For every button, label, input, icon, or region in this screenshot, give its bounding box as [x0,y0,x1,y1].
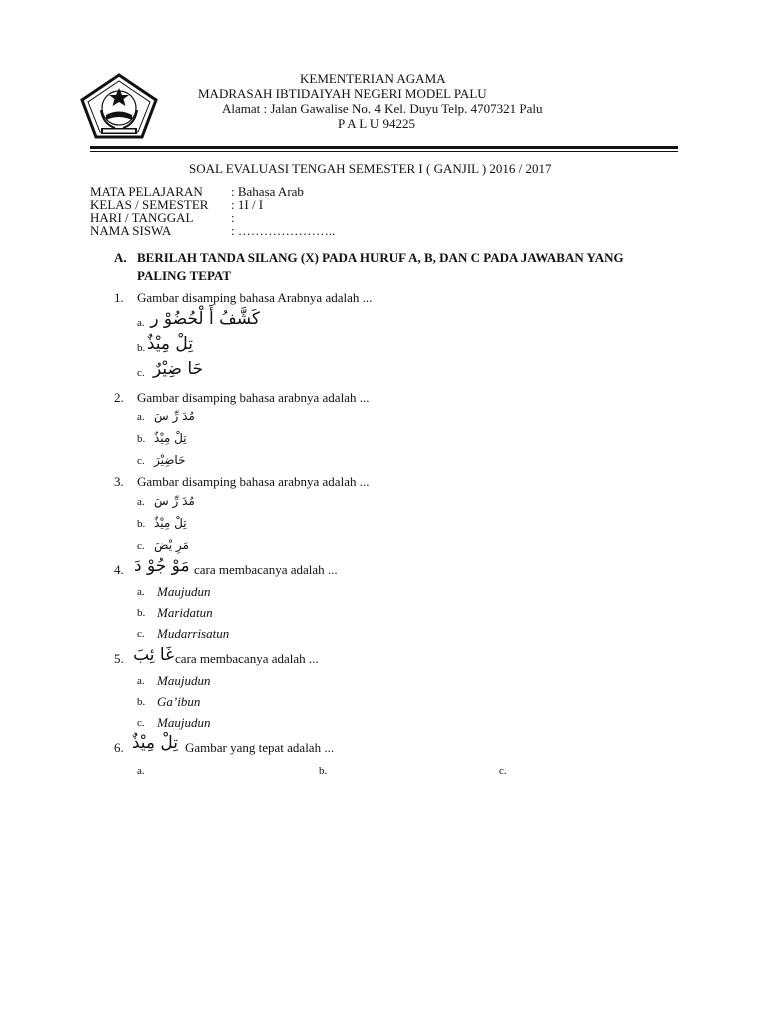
q3-option-a-letter: a. [137,496,145,508]
q2-option-a-arabic: مُدَ رِّ سَ [154,409,195,423]
q6-text: Gambar yang tepat adalah ... [185,740,335,755]
q6-option-a-letter: a. [137,765,145,777]
q1-option-a-arabic: كَشَّفُ أَ لْحُضُوْ ر [150,309,260,329]
q4-number: 4. [114,562,124,577]
q1-text: Gambar disamping bahasa Arabnya adalah ... [137,290,373,305]
q5-option-b-letter: b. [137,696,146,708]
info-value-class: : 1I / I [231,197,264,212]
q2-option-b-arabic: تِلْ مِيْذٌ [154,431,187,445]
q2-option-a-letter: a. [137,411,145,423]
q1-option-b-arabic: تِلْ مِيْذٌ [146,334,193,354]
q6-option-b-letter: b. [319,765,328,777]
q1-option-a-letter: a. [137,317,145,329]
q2-number: 2. [114,390,124,405]
q4-arabic-word: مَوْ جُوْ دَ [134,556,190,576]
q5-option-a-letter: a. [137,675,145,687]
q5-option-c-text: Maujudun [157,715,211,730]
q4-option-b-letter: b. [137,607,146,619]
section-marker: A. [114,250,127,265]
kementerian-agama-emblem-icon [79,72,159,140]
info-label-subject: MATA PELAJARAN [90,184,203,199]
q5-option-b-text: Ga’ibun [157,694,201,709]
q4-option-a-text: Maujudun [157,584,211,599]
ministry-name: KEMENTERIAN AGAMA [300,71,446,86]
q3-option-a-arabic: مُدَ رِّ سَ [154,494,195,508]
q1-option-c-arabic: حَا ضِيْرٌ [153,359,204,379]
q5-arabic-word: غَا ئِبَ [133,645,174,665]
section-instruction-line2: PALING TEPAT [137,268,232,283]
q2-option-c-letter: c. [137,455,145,467]
q2-text: Gambar disamping bahasa arabnya adalah ... [137,390,370,405]
q1-option-c-letter: c. [137,367,145,379]
school-name: MADRASAH IBTIDAIYAH NEGERI MODEL PALU [198,86,487,101]
q3-option-b-arabic: تِلْ مِيْذٌ [154,516,187,530]
q4-option-c-letter: c. [137,628,145,640]
q3-option-b-letter: b. [137,518,146,530]
info-value-name: : ………………….. [231,223,336,238]
q2-option-b-letter: b. [137,433,146,445]
q1-number: 1. [114,290,124,305]
q6-arabic-word: تِلْ مِيْذٌ [131,733,178,753]
q2-option-c-arabic: حَاضِيْرَ [154,453,186,467]
q5-option-a-text: Maujudun [157,673,211,688]
q3-option-c-arabic: مَرِ يْضَ [154,538,189,552]
info-label-date: HARI / TANGGAL [90,210,194,225]
q5-text: cara membacanya adalah ... [175,651,319,666]
info-label-class: KELAS / SEMESTER [90,197,209,212]
info-value-subject: : Bahasa Arab [231,184,304,199]
letterhead-rule-thick [90,146,678,149]
school-city: P A L U 94225 [338,116,416,131]
q5-number: 5. [114,651,124,666]
section-instruction-line1: BERILAH TANDA SILANG (X) PADA HURUF A, B, DAN C PADA JAWABAN YANG [137,250,624,265]
q4-option-b-text: Maridatun [157,605,213,620]
q3-option-c-letter: c. [137,540,145,552]
letterhead-rule-thin [90,151,678,152]
q4-option-c-text: Mudarrisatun [157,626,230,641]
info-label-name: NAMA SISWA [90,223,172,238]
q4-option-a-letter: a. [137,586,145,598]
school-address: Alamat : Jalan Gawalise No. 4 Kel. Duyu Telp. 4707321 Palu [222,101,543,116]
q4-text: cara membacanya adalah ... [194,562,338,577]
q1-option-b-letter: b. [137,342,146,354]
q3-text: Gambar disamping bahasa arabnya adalah ... [137,474,370,489]
info-value-date: : [231,210,235,225]
q6-number: 6. [114,740,124,755]
q5-option-c-letter: c. [137,717,145,729]
q6-option-c-letter: c. [499,765,507,777]
q3-number: 3. [114,474,124,489]
exam-title: SOAL EVALUASI TENGAH SEMESTER I ( GANJIL ) 2016 / 2017 [189,161,552,176]
